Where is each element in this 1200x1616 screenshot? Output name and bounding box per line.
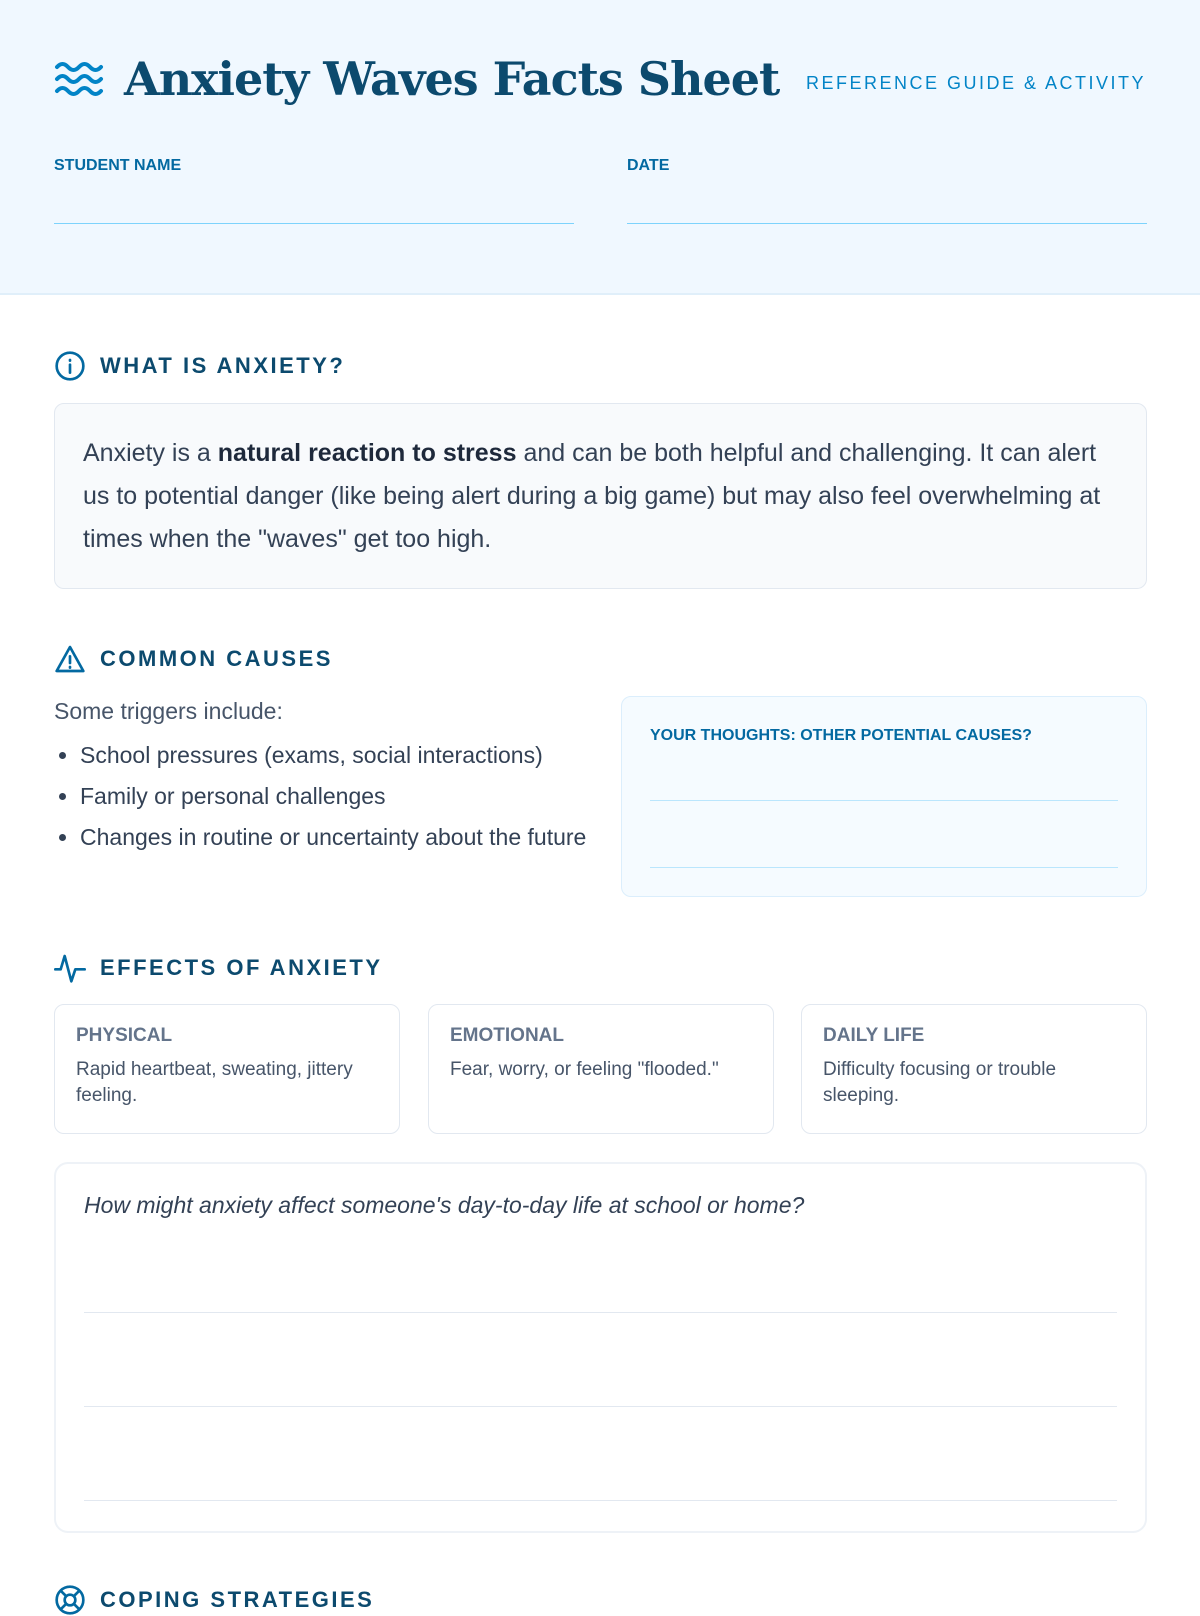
info-icon (54, 350, 86, 382)
heading-text: EFFECTS OF ANXIETY (100, 955, 383, 980)
thoughts-box[interactable] (621, 696, 1147, 897)
card-title: PHYSICAL (76, 1025, 173, 1046)
card-text: Difficulty focusing or trouble sleeping. (823, 1059, 1057, 1106)
warning-icon (54, 643, 86, 675)
causes-intro: Some triggers include: (54, 698, 283, 724)
effect-card-emotional (428, 1004, 774, 1134)
date-line[interactable] (627, 223, 1147, 224)
section-heading-what (54, 350, 345, 382)
lifebuoy-icon (54, 1584, 86, 1616)
section-heading-effects (54, 952, 383, 984)
student-name-line[interactable] (54, 223, 574, 224)
list-item: • Family or personal challenges (80, 780, 594, 813)
answer-line[interactable] (650, 745, 1118, 801)
reflection-box[interactable] (54, 1162, 1147, 1533)
answer-line[interactable] (650, 801, 1118, 868)
definition-bold: natural reaction to stress (217, 439, 517, 467)
section-heading-coping (54, 1584, 374, 1616)
answer-line[interactable] (84, 1313, 1117, 1407)
list-item: • School pressures (exams, social interactions) (80, 739, 594, 772)
card-title: DAILY LIFE (823, 1025, 925, 1046)
causes-list (54, 698, 594, 862)
answer-line[interactable] (84, 1219, 1117, 1313)
effect-card-daily-life (801, 1004, 1147, 1134)
heading-text: COMMON CAUSES (100, 646, 333, 671)
definition-text: Anxiety is a (83, 439, 218, 467)
card-text: Rapid heartbeat, sweating, jittery feeling. (76, 1059, 353, 1106)
section-heading-causes (54, 643, 333, 675)
page-title: Anxiety Waves Facts Sheet (124, 52, 780, 106)
header (0, 0, 1200, 295)
reflection-question: How might anxiety affect someone's day-to-day life at school or home? (84, 1192, 805, 1218)
card-title: EMOTIONAL (450, 1025, 564, 1046)
definition-box (54, 403, 1147, 589)
heading-text: COPING STRATEGIES (100, 1587, 375, 1612)
thoughts-label: YOUR THOUGHTS: OTHER POTENTIAL CAUSES? (650, 727, 1032, 744)
student-name-field[interactable] (54, 157, 574, 224)
card-text: Fear, worry, or feeling "flooded." (450, 1059, 719, 1080)
answer-line[interactable] (84, 1407, 1117, 1501)
list-item: • Changes in routine or uncertainty about the future (80, 821, 594, 854)
waves-icon (54, 59, 104, 99)
heading-text: WHAT IS ANXIETY? (100, 353, 346, 378)
date-field[interactable] (627, 157, 1147, 224)
student-name-label: STUDENT NAME (54, 157, 182, 174)
effect-card-physical (54, 1004, 400, 1134)
page-subtitle: REFERENCE GUIDE & ACTIVITY (805, 73, 1146, 93)
pulse-icon (54, 952, 86, 984)
date-label: DATE (627, 157, 670, 174)
definition-text-rest: and can be both helpful and challenging. It can alert us to potential danger (like being alert during a big game) but may also feel overwhelming at times when the "waves" get too high. (83, 439, 1101, 553)
